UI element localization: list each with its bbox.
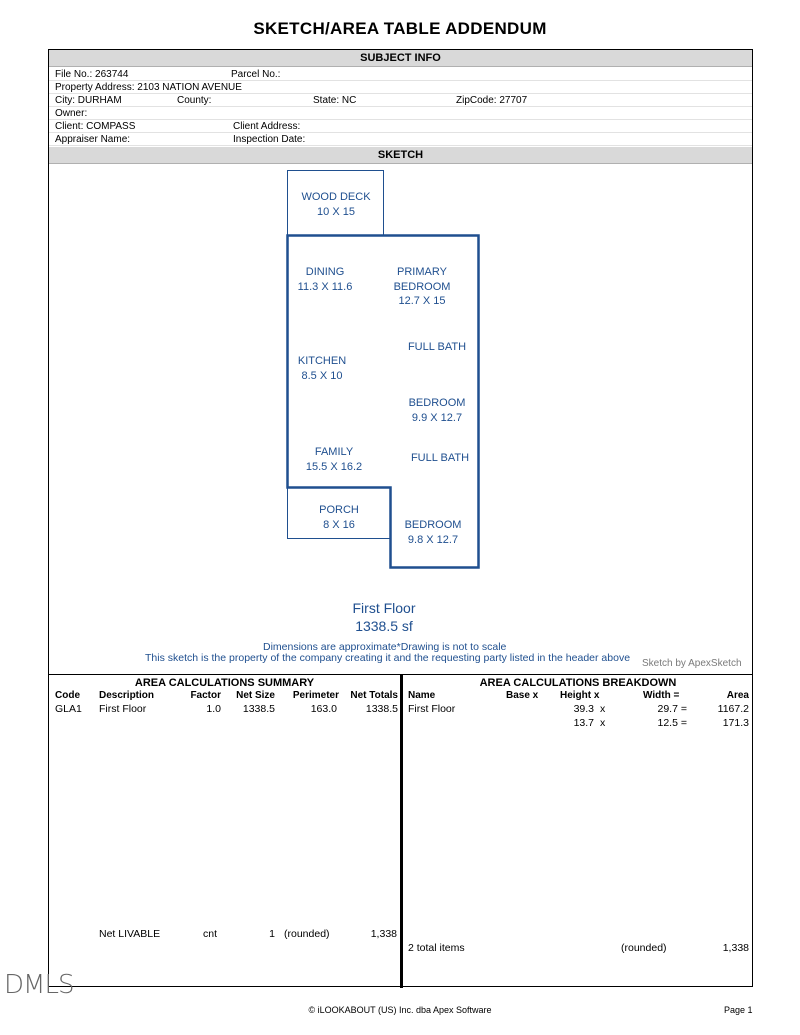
owner: Owner: — [55, 108, 88, 119]
breakdown-area: 1167.2 — [717, 703, 749, 715]
breakdown-times: x — [600, 703, 606, 715]
breakdown-total: 1,338 — [722, 942, 749, 954]
info-row-client — [49, 120, 752, 133]
area-tables — [49, 674, 752, 986]
room-bedroom-1 — [400, 396, 474, 425]
room-dims: 8.5 X 10 — [301, 369, 343, 382]
net-livable-cnt: 1 — [269, 928, 275, 940]
room-name: PRIMARY — [397, 266, 447, 278]
summary-col-description: Description — [99, 690, 155, 701]
document-title: SKETCH/AREA TABLE ADDENDUM — [253, 19, 547, 38]
room-name: WOOD DECK — [301, 191, 371, 203]
breakdown-area: 171.3 — [722, 717, 749, 729]
breakdown-height: 13.7 — [573, 717, 594, 729]
breakdown-col-width: Width = — [643, 690, 680, 701]
breakdown-col-height: Height x — [560, 690, 600, 701]
city: City: DURHAM — [55, 95, 122, 106]
room-name: PORCH — [319, 504, 359, 516]
info-row-address — [49, 81, 752, 94]
room-kitchen — [289, 354, 355, 383]
summary-col-factor: Factor — [190, 690, 221, 701]
property-disclaimer: This sketch is the property of the company creating it and the requesting party listed in the header above — [145, 652, 631, 664]
breakdown-rounded: (rounded) — [621, 942, 667, 954]
summary-net-size: 1338.5 — [242, 703, 275, 715]
room-full-bath-1 — [399, 340, 475, 355]
breakdown-height: 39.3 — [573, 703, 594, 715]
room-dims: 8 X 16 — [323, 518, 355, 531]
info-row-file — [49, 68, 752, 81]
info-row-owner — [49, 107, 752, 120]
floor-area: 1338.5 sf — [355, 618, 413, 634]
parcel-number: Parcel No.: — [231, 69, 281, 80]
room-name: BEDROOM — [408, 397, 466, 409]
room-dims: 9.8 X 12.7 — [407, 533, 459, 546]
summary-net-totals: 1338.5 — [365, 703, 398, 715]
breakdown-col-area: Area — [726, 690, 749, 701]
room-porch — [304, 503, 374, 532]
breakdown-name: First Floor — [408, 703, 456, 715]
net-livable-total: 1,338 — [370, 928, 397, 940]
county: County: — [177, 95, 212, 106]
room-full-bath-2 — [402, 451, 478, 466]
sketch-header: SKETCH — [49, 147, 752, 164]
summary-description: First Floor — [99, 703, 147, 715]
room-dims: 11.3 X 11.6 — [297, 280, 353, 293]
summary-title: AREA CALCULATIONS SUMMARY — [134, 677, 315, 689]
breakdown-title: AREA CALCULATIONS BREAKDOWN — [479, 677, 677, 689]
appraiser-name: Appraiser Name: — [55, 134, 131, 145]
scale-disclaimer: Dimensions are approximate*Drawing is not to scale — [263, 641, 507, 653]
summary-col-perimeter: Perimeter — [292, 690, 339, 701]
summary-code: GLA1 — [55, 703, 82, 715]
summary-perimeter: 163.0 — [310, 703, 337, 715]
room-name: FAMILY — [314, 446, 354, 458]
net-livable-rounded: (rounded) — [284, 928, 330, 940]
breakdown-width: 12.5 = — [657, 717, 687, 729]
table-divider — [400, 675, 403, 988]
client: Client: COMPASS — [55, 121, 136, 132]
room-dining — [292, 265, 358, 294]
summary-factor: 1.0 — [206, 703, 221, 715]
property-address: Property Address: 2103 NATION AVENUE — [55, 82, 242, 93]
floor-name: First Floor — [352, 600, 416, 616]
summary-col-net-totals: Net Totals — [350, 690, 398, 701]
net-livable-cnt-label: cnt — [203, 928, 218, 940]
room-name: KITCHEN — [297, 355, 347, 367]
room-dims: 12.7 X 15 — [398, 295, 446, 307]
room-bedroom-2 — [396, 518, 470, 547]
info-row-location — [49, 94, 752, 107]
breakdown-col-base: Base x — [506, 690, 539, 701]
summary-col-net-size: Net Size — [236, 690, 275, 701]
net-livable-label: Net LIVABLE — [99, 928, 161, 940]
room-name-2: BEDROOM — [393, 280, 451, 293]
breakdown-total-items: 2 total items — [408, 942, 465, 954]
dmls-watermark-logo: DMLS — [4, 970, 74, 1000]
file-number: File No.: 263744 — [55, 69, 129, 80]
room-name: FULL BATH — [410, 452, 470, 464]
client-address: Client Address: — [233, 121, 301, 132]
breakdown-times: x — [600, 717, 606, 729]
inspection-date: Inspection Date: — [233, 134, 306, 145]
room-family — [299, 445, 369, 474]
copyright-text: © iLOOKABOUT (US) Inc. dba Apex Software — [308, 1005, 492, 1015]
zipcode: ZipCode: 27707 — [456, 95, 528, 106]
sketch-credit: Sketch by ApexSketch — [642, 658, 742, 669]
room-name: BEDROOM — [404, 519, 462, 531]
room-primary-bedroom — [386, 265, 458, 309]
room-name: DINING — [305, 266, 345, 278]
room-wood-deck — [299, 190, 373, 219]
addendum-frame — [48, 49, 753, 987]
sketch-area — [49, 165, 752, 675]
room-dims: 10 X 15 — [317, 205, 355, 218]
summary-col-code: Code — [55, 690, 80, 701]
page-number: Page 1 — [724, 1005, 753, 1015]
room-dims: 15.5 X 16.2 — [305, 460, 363, 473]
info-row-appraiser — [49, 133, 752, 146]
state: State: NC — [313, 95, 357, 106]
room-dims: 9.9 X 12.7 — [411, 411, 463, 424]
breakdown-width: 29.7 = — [657, 703, 687, 715]
subject-info-header: SUBJECT INFO — [49, 50, 752, 67]
breakdown-col-name: Name — [408, 690, 436, 701]
room-name: FULL BATH — [407, 341, 467, 353]
